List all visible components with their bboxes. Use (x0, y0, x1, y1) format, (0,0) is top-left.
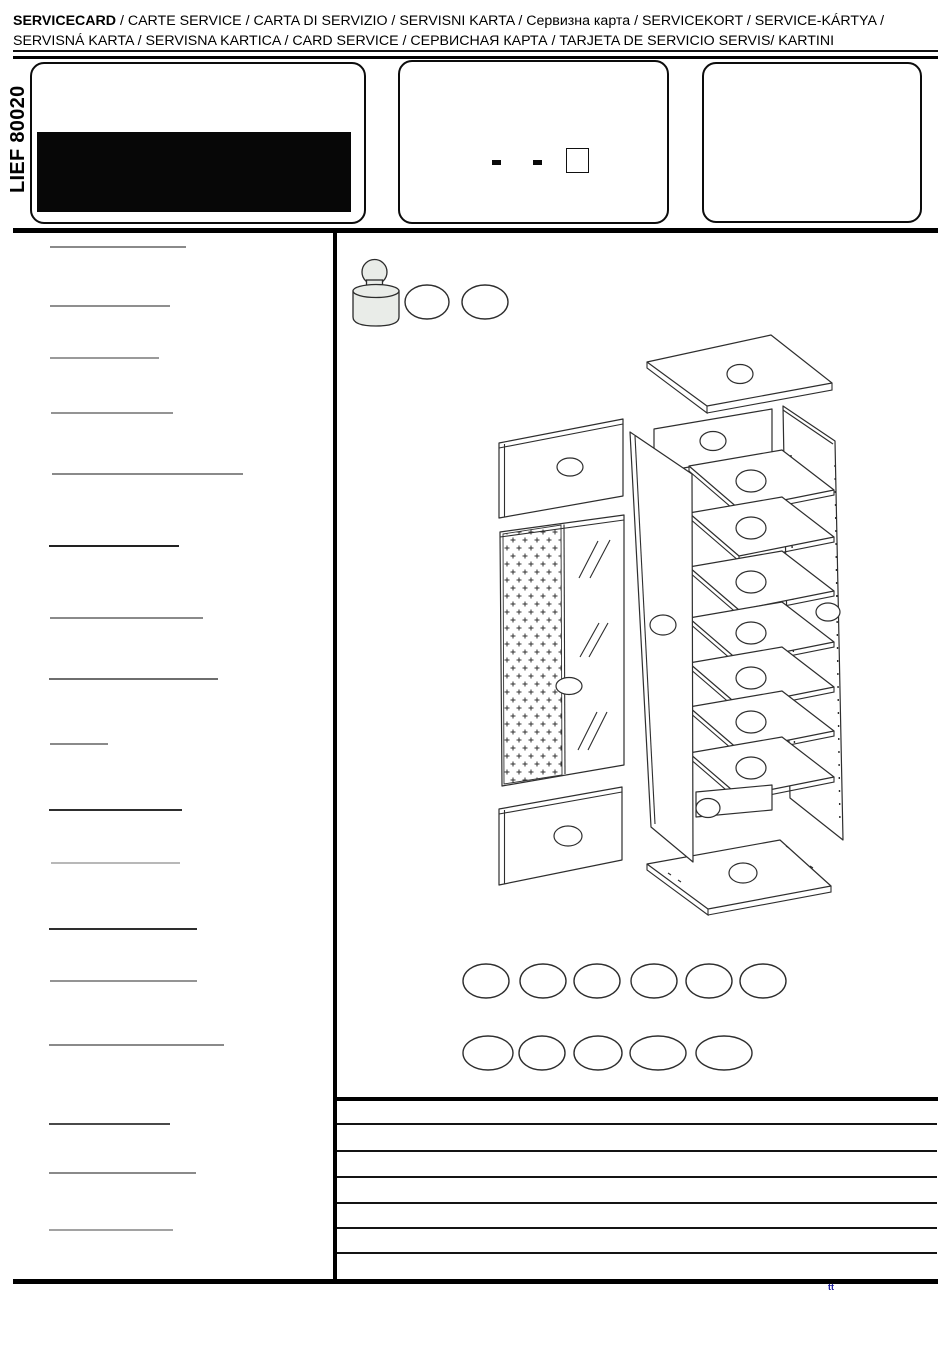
door-handle-oval (556, 678, 582, 695)
table-row-line (337, 1150, 937, 1152)
blank-line (49, 809, 182, 811)
blank-line (50, 246, 186, 248)
header-underline-rule (13, 50, 938, 52)
middle-side-panel (630, 432, 693, 862)
part-label-oval (462, 285, 508, 319)
part-label-oval (519, 1036, 565, 1070)
blank-line (50, 305, 170, 307)
top-door-panel (499, 419, 623, 518)
top-panel (647, 335, 832, 413)
table-row-line (337, 1202, 937, 1204)
blank-line (51, 412, 173, 414)
checkbox-mark (566, 148, 589, 173)
dash-mark (533, 160, 542, 165)
label-box (30, 62, 366, 224)
table-top-border (335, 1097, 938, 1101)
part-label-oval (696, 1036, 752, 1070)
hatched-door-half (503, 525, 562, 784)
blank-line (49, 678, 218, 680)
part-label-oval (405, 285, 449, 319)
blank-line (49, 1123, 170, 1125)
date-box (398, 60, 669, 224)
blank-line (49, 1172, 196, 1174)
header-title-bold: SERVICECARD (13, 13, 117, 29)
part-label-oval (631, 964, 677, 998)
weight-icon (353, 260, 399, 327)
blank-line (50, 743, 108, 745)
table-row-line (337, 1252, 937, 1254)
blacked-out-label (37, 132, 351, 212)
blank-line (49, 545, 179, 547)
header-heavy-rule (13, 56, 938, 59)
part-label-oval (574, 1036, 622, 1070)
blank-line (50, 980, 197, 982)
blank-line (52, 473, 243, 475)
dash-mark (492, 160, 501, 165)
header-line1 (13, 12, 941, 32)
header-line1-rest: / CARTE SERVICE / CARTA DI SERVIZIO / SERVISNI KARTA / Сервизна карта / SERVICEKORT / SERVICE-KÁRTYA / (116, 13, 885, 29)
product-code-vertical: LIEF 80020 (7, 85, 29, 193)
part-label-oval (630, 1036, 686, 1070)
part-label-oval (740, 964, 786, 998)
blank-line (49, 1229, 173, 1231)
part-label-oval (574, 964, 620, 998)
blank-line (49, 1044, 224, 1046)
bottom-door-panel (499, 787, 622, 885)
mirror-door-panel (500, 515, 624, 786)
part-label-oval (686, 964, 732, 998)
part-label-oval (463, 964, 509, 998)
header-line2: SERVISNÁ KARTA / SERVISNA KARTICA / CARD SERVICE / СЕРВИСНАЯ КАРТА / TARJETA DE SERVICIO SERVIS/ KARTINI (13, 32, 835, 49)
plinth-rail (696, 785, 772, 818)
table-row-line (337, 1123, 937, 1125)
notes-box (702, 62, 922, 223)
table-row-line (337, 1227, 937, 1229)
blank-line (50, 617, 203, 619)
blank-line (50, 357, 159, 359)
header (13, 12, 941, 51)
exploded-assembly-diagram (337, 232, 938, 1092)
part-label-oval (463, 1036, 513, 1070)
footer-note: tt (828, 1282, 834, 1292)
blank-line (51, 862, 180, 864)
bottom-panel (647, 840, 831, 915)
table-row-line (337, 1176, 937, 1178)
blank-line (49, 928, 197, 930)
part-label-oval (520, 964, 566, 998)
bottom-heavy-rule (13, 1279, 938, 1284)
